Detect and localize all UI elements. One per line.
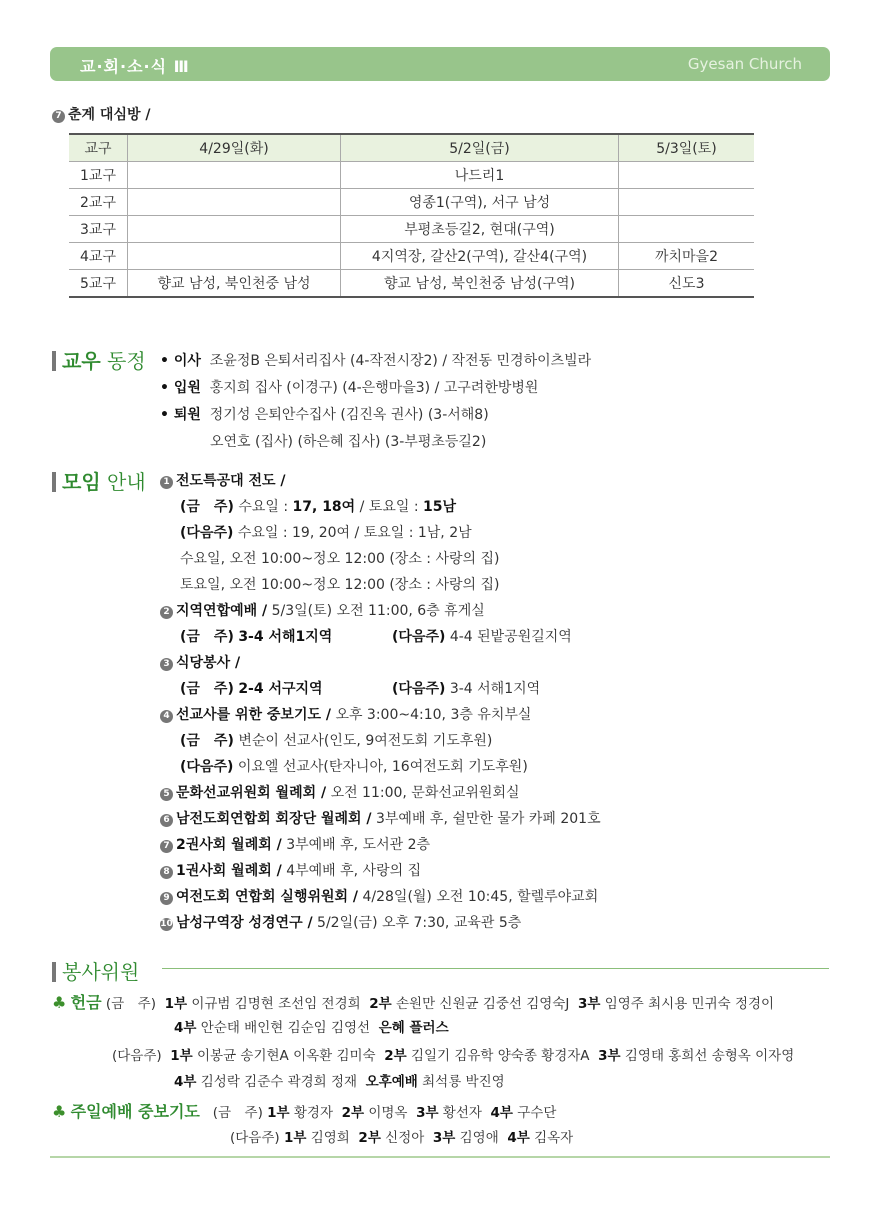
section-divider	[162, 968, 829, 969]
service-part: 4부	[490, 1105, 513, 1121]
item-title: 남전도회연합회 회장단 월례회 /	[176, 811, 372, 827]
offering-line	[174, 1016, 449, 1036]
section-bar	[52, 962, 56, 982]
service-names: 안순태 배인현 김순임 김영선	[200, 1020, 371, 1036]
table-cell	[128, 243, 341, 270]
item-text: / 토요일 :	[359, 499, 419, 515]
service-part: 4부	[507, 1130, 530, 1146]
section-bar	[52, 472, 56, 492]
service-part: 1부	[164, 996, 188, 1012]
table-row	[69, 189, 754, 216]
service-names: 황선자	[442, 1105, 482, 1121]
service-part: 오후예배	[365, 1074, 418, 1090]
visit-schedule-table	[69, 133, 754, 298]
gyowoo-label: • 입원	[160, 380, 201, 396]
table-cell	[128, 216, 341, 243]
moim-item	[160, 808, 601, 828]
service-names: 임영주 최시용 민귀숙 정경이	[604, 996, 775, 1012]
visit-title-text: 춘계 대심방 /	[68, 107, 151, 123]
table-cell: 4교구	[69, 243, 128, 270]
section-title-regular: 안내	[107, 470, 146, 494]
table-cell: 2교구	[69, 189, 128, 216]
service-part: 1부	[283, 1130, 307, 1146]
section-title-bold: 교우	[62, 349, 101, 373]
service-names: 김성락 김준수 곽경희 정재	[200, 1074, 358, 1090]
moim-item	[160, 860, 421, 880]
table-cell: 영종1(구역), 서구 남성	[341, 189, 619, 216]
service-names: 이봉균 송기현A 이옥환 김미숙	[197, 1048, 376, 1064]
header-church: Gyesan Church	[687, 55, 802, 73]
week-label: (금 주)	[105, 996, 156, 1012]
gyowoo-line	[210, 431, 486, 451]
service-names: 손원만 신원균 김중선 김영숙J	[396, 996, 570, 1012]
week-label: (금 주)	[180, 629, 234, 645]
item-title: 식당봉사 /	[176, 655, 241, 671]
offering-title: 헌금	[70, 993, 102, 1012]
gyowoo-text: 오연호 (집사) (하은혜 집사) (3-부평초등길2)	[210, 434, 487, 450]
moim-section-title	[52, 466, 146, 495]
table-cell: 3교구	[69, 216, 128, 243]
gyowoo-text: 정기성 은퇴안수집사 (김진옥 권사) (3-서해8)	[209, 407, 489, 423]
service-names: 김영태 홍희선 송형옥 이자영	[624, 1048, 795, 1064]
visit-title	[52, 104, 150, 124]
service-names: 최석룡 박진영	[422, 1074, 505, 1090]
week-label: (금 주)	[180, 681, 234, 697]
item-text: 3부예배 후, 도서관 2층	[286, 837, 431, 853]
item-title: 여전도회 연합회 실행위원회 /	[176, 889, 359, 905]
moim-item	[160, 652, 240, 672]
item-text: 5/2일(금) 오후 7:30, 교육관 5층	[317, 915, 522, 931]
number-badge: 6	[160, 814, 173, 827]
item-text: 오후 3:00~4:10, 3층 유치부실	[335, 707, 532, 723]
item-text: 4-4 된밭공원길지역	[449, 629, 572, 645]
gyowoo-line	[160, 350, 591, 370]
item-text: 이요엘 선교사(탄자니아, 16여전도회 기도후원)	[237, 759, 528, 775]
offering-line	[174, 1070, 505, 1090]
service-names: 이규범 김명현 조선임 전경희	[191, 996, 361, 1012]
item-text: 4/28일(월) 오전 10:45, 할렐루야교회	[362, 889, 599, 905]
service-part: 4부	[174, 1074, 197, 1090]
week-label: (다음주)	[112, 1048, 162, 1064]
gyowoo-line	[160, 377, 538, 397]
table-cell: 향교 남성, 북인천중 남성	[128, 270, 341, 298]
week-label: (다음주)	[180, 525, 234, 541]
service-names: 신정아	[385, 1130, 425, 1146]
service-names: 구수단	[517, 1105, 557, 1121]
table-row	[69, 216, 754, 243]
item-title: 선교사를 위한 중보기도 /	[176, 707, 331, 723]
club-icon: ♣	[52, 993, 67, 1012]
service-part: 은혜 플러스	[378, 1020, 449, 1036]
table-cell	[619, 216, 755, 243]
item-value: 17, 18여	[292, 499, 356, 515]
table-row	[69, 243, 754, 270]
moim-item	[160, 704, 531, 724]
item-text: 3-4 서해1지역	[449, 681, 541, 697]
col-header: 5/3일(토)	[619, 134, 755, 162]
service-part: 2부	[341, 1105, 365, 1121]
service-names: 이명옥	[368, 1105, 408, 1121]
offering-line	[52, 990, 774, 1013]
gyowoo-section-title	[52, 345, 146, 374]
section-title-regular: 봉사위원	[62, 960, 140, 984]
table-cell	[128, 162, 341, 189]
week-label: (금 주)	[180, 499, 234, 515]
number-badge: 9	[160, 892, 173, 905]
item-title: 남성구역장 성경연구 /	[176, 915, 313, 931]
item-text: 변순이 선교사(인도, 9여전도회 기도후원)	[238, 733, 493, 749]
number-badge: 5	[160, 788, 173, 801]
table-cell: 5교구	[69, 270, 128, 298]
number-badge: 8	[160, 866, 173, 879]
col-header: 교구	[69, 134, 128, 162]
table-cell	[619, 162, 755, 189]
number-badge: 1	[160, 476, 173, 489]
moim-item	[160, 886, 598, 906]
moim-subline	[180, 574, 499, 594]
week-label: (금 주)	[180, 733, 234, 749]
col-header: 5/2일(금)	[341, 134, 619, 162]
gyowoo-text: 홍지희 집사 (이경구) (4-은행마을3) / 고구려한방병원	[209, 380, 539, 396]
moim-item	[160, 470, 286, 490]
gyowoo-text: 조윤정B 은퇴서리집사 (4-작전시장2) / 작전동 민경하이츠빌라	[209, 353, 592, 369]
moim-subline	[180, 756, 528, 776]
table-cell	[619, 189, 755, 216]
item-text: 4부예배 후, 사랑의 집	[286, 863, 422, 879]
service-part: 3부	[432, 1130, 456, 1146]
item-text: 3부예배 후, 쉴만한 물가 카페 201호	[376, 811, 601, 827]
gyowoo-label: • 퇴원	[160, 407, 201, 423]
item-title: 2권사회 월례회 /	[176, 837, 282, 853]
table-cell: 1교구	[69, 162, 128, 189]
item-text: 수요일, 오전 10:00~정오 12:00 (장소 : 사랑의 집)	[180, 551, 500, 567]
service-part: 2부	[358, 1130, 381, 1146]
header-title: 교·회·소·식 Ⅲ	[80, 57, 190, 76]
item-text: 오전 11:00, 문화선교위원회실	[330, 785, 520, 801]
service-names: 김영애	[459, 1130, 499, 1146]
item-value: 2-4 서구지역	[238, 681, 323, 697]
moim-item	[160, 782, 520, 802]
moim-subline	[180, 496, 456, 516]
number-badge: 4	[160, 710, 173, 723]
service-section-title	[52, 956, 139, 985]
item-text: 수요일 :	[238, 499, 289, 515]
moim-subline	[180, 730, 492, 750]
moim-subline	[180, 548, 499, 568]
gyowoo-label: • 이사	[160, 353, 201, 369]
item-title: 전도특공대 전도 /	[176, 473, 286, 489]
table-row	[69, 162, 754, 189]
service-part: 1부	[170, 1048, 193, 1064]
item-value: 15남	[423, 499, 457, 515]
service-part: 3부	[416, 1105, 439, 1121]
prayer-line	[52, 1099, 556, 1122]
number-badge: 10	[160, 919, 173, 929]
table-cell: 나드리1	[341, 162, 619, 189]
service-names: 김옥자	[534, 1130, 574, 1146]
item-text: 수요일 : 19, 20여 / 토요일 : 1남, 2남	[237, 525, 472, 541]
week-label: (다음주)	[392, 629, 446, 645]
number-badge: 7	[160, 840, 173, 853]
service-names: 김영희	[310, 1130, 350, 1146]
number-badge: 2	[160, 606, 173, 619]
moim-item	[160, 834, 430, 854]
service-part: 3부	[598, 1048, 621, 1064]
moim-item	[160, 600, 485, 620]
table-cell: 부평초등길2, 현대(구역)	[341, 216, 619, 243]
moim-subline	[180, 522, 472, 542]
service-part: 2부	[369, 996, 392, 1012]
moim-item	[160, 912, 521, 932]
service-part: 4부	[174, 1020, 197, 1036]
item-value: 3-4 서해1지역	[238, 629, 333, 645]
service-part: 1부	[267, 1105, 290, 1121]
table-cell: 신도3	[619, 270, 755, 298]
moim-subline	[392, 626, 572, 646]
col-header: 4/29일(화)	[128, 134, 341, 162]
moim-subline	[180, 626, 332, 646]
section-title-regular: 동정	[107, 349, 146, 373]
table-header-row	[69, 134, 754, 162]
table-cell: 까치마을2	[619, 243, 755, 270]
table-cell: 4지역장, 갈산2(구역), 갈산4(구역)	[341, 243, 619, 270]
table-cell	[128, 189, 341, 216]
item-title: 1권사회 월례회 /	[176, 863, 282, 879]
club-icon: ♣	[52, 1102, 67, 1121]
service-part: 3부	[577, 996, 601, 1012]
week-label: (금 주)	[212, 1105, 263, 1121]
footer-divider	[50, 1156, 830, 1158]
section-title-bold: 모임	[62, 470, 101, 494]
week-label: (다음주)	[180, 759, 234, 775]
week-label: (다음주)	[392, 681, 446, 697]
moim-subline	[180, 678, 323, 698]
item-title: 지역연합예배 /	[176, 603, 268, 619]
offering-line	[112, 1044, 794, 1064]
service-part: 2부	[384, 1048, 407, 1064]
prayer-line	[230, 1126, 573, 1146]
section-bar	[52, 351, 56, 371]
number-badge: 7	[52, 110, 65, 123]
item-text: 토요일, 오전 10:00~정오 12:00 (장소 : 사랑의 집)	[180, 577, 500, 593]
number-badge: 3	[160, 658, 173, 671]
service-names: 김일기 김유학 양숙종 황경자A	[410, 1048, 590, 1064]
table-row	[69, 270, 754, 298]
table-cell: 향교 남성, 북인천중 남성(구역)	[341, 270, 619, 298]
prayer-title: 주일예배 중보기도	[70, 1102, 200, 1121]
page-header	[50, 47, 830, 81]
service-names: 황경자	[293, 1105, 334, 1121]
item-text: 5/3일(토) 오전 11:00, 6층 휴게실	[271, 603, 485, 619]
item-title: 문화선교위원회 월례회 /	[176, 785, 327, 801]
moim-subline	[392, 678, 540, 698]
gyowoo-line	[160, 404, 489, 424]
week-label: (다음주)	[230, 1130, 280, 1146]
